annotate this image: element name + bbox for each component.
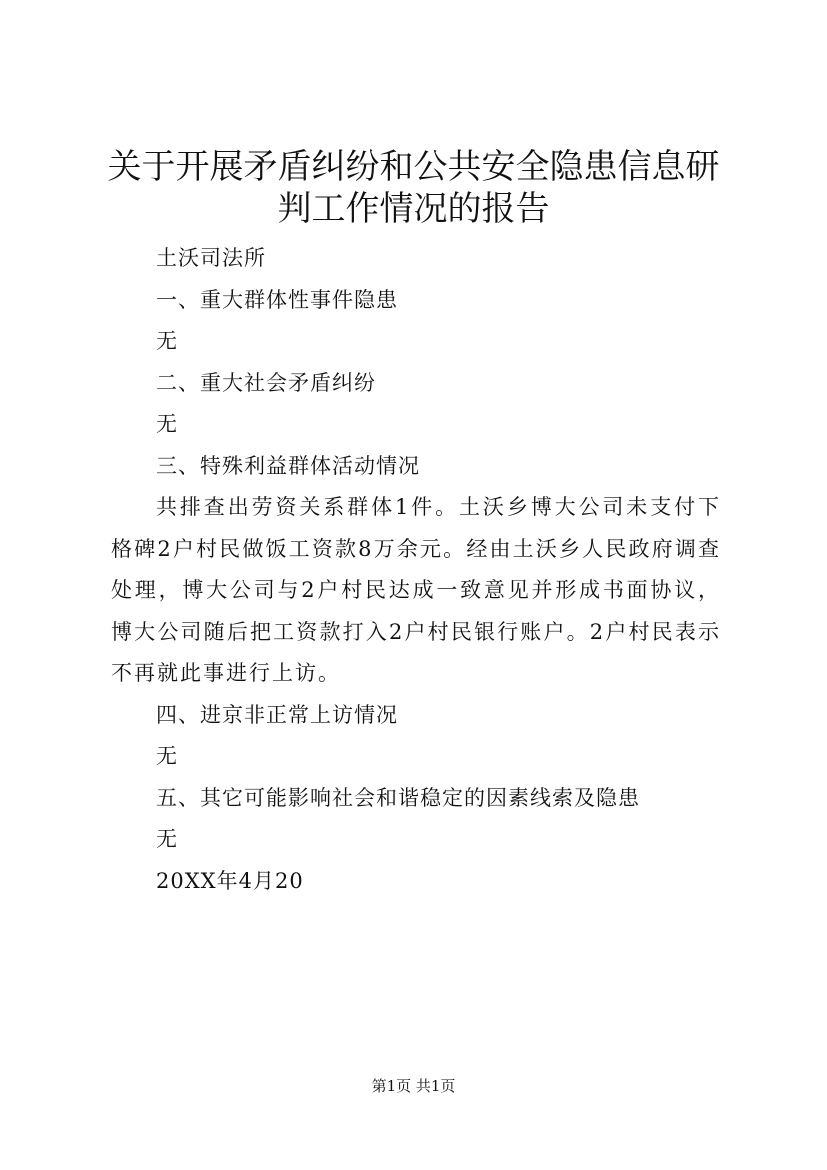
section-heading-2: 二、重大社会矛盾纠纷: [156, 370, 376, 395]
section-content-5: 无: [156, 827, 178, 851]
document-date: 20XX年4月20: [156, 868, 304, 893]
organization-name: 土沃司法所: [156, 246, 266, 270]
section-heading-5: 五、其它可能影响社会和谐稳定的因素线索及隐患: [156, 785, 640, 810]
section-content-3: 共排查出劳资关系群体1件。土沃乡博大公司未支付下格碑2户村民做饭工资款8万余元。经由土沃乡人民政府调查处理，博大公司与2户村民达成一致意见并形成书面协议，博大公司随后把工资款打入2户村民银行账户。2户村民表示不再就此事进行上访。: [111, 495, 721, 685]
section-heading-3: 三、特殊利益群体活动情况: [156, 453, 420, 478]
document-title: 关于开展矛盾纠纷和公共安全隐患信息研判工作情况的报告: [107, 147, 720, 229]
section-heading-1: 一、重大群体性事件隐患: [156, 287, 398, 312]
section-heading-4: 四、进京非正常上访情况: [156, 702, 398, 727]
section-content-1: 无: [156, 329, 178, 353]
section-content-2: 无: [156, 412, 178, 436]
section-content-4: 无: [156, 744, 178, 768]
document-body: [111, 238, 721, 902]
page-footer: 第1页 共1页: [371, 1077, 456, 1095]
